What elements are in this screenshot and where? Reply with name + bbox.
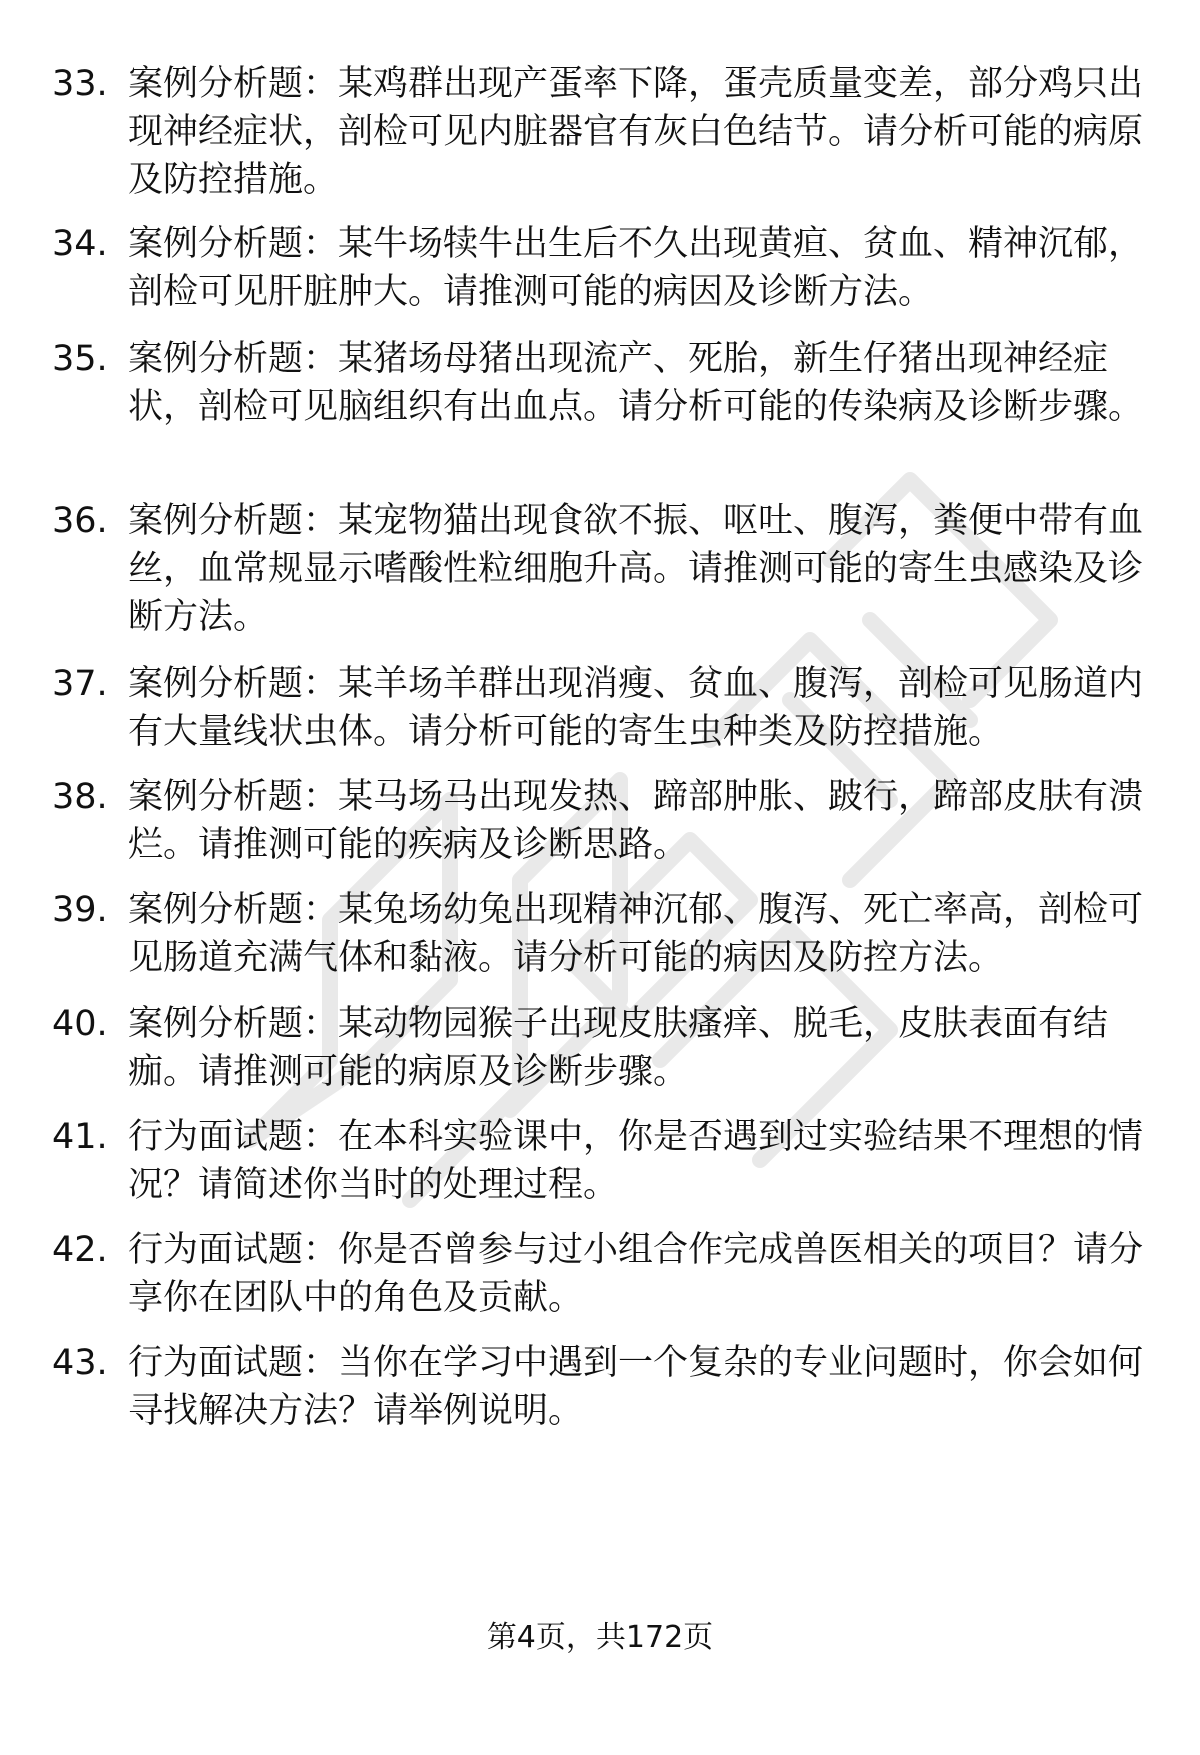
question-item	[52, 1226, 1162, 1322]
question-number: 34.	[52, 224, 108, 264]
question-text: 行为面试题：你是否曾参与过小组合作完成兽医相关的项目？请分享你在团队中的角色及贡献。	[128, 1230, 1144, 1318]
question-item	[52, 60, 1162, 204]
question-item	[52, 335, 1162, 431]
question-item	[52, 773, 1162, 869]
question-item	[52, 1339, 1162, 1435]
question-text: 案例分析题：某马场马出现发热、蹄部肿胀、跛行，蹄部皮肤有溃烂。请推测可能的疾病及诊断思路。	[128, 777, 1144, 865]
question-item	[52, 886, 1162, 982]
question-item	[52, 1000, 1162, 1096]
question-number: 36.	[52, 501, 108, 541]
question-text: 案例分析题：某猪场母猪出现流产、死胎，新生仔猪出现神经症状，剖检可见脑组织有出血点。请分析可能的传染病及诊断步骤。	[128, 339, 1144, 427]
question-text: 案例分析题：某鸡群出现产蛋率下降，蛋壳质量变差，部分鸡只出现神经症状，剖检可见内脏器官有灰白色结节。请分析可能的病原及防控措施。	[128, 64, 1144, 200]
question-text: 案例分析题：某兔场幼兔出现精神沉郁、腹泻、死亡率高，剖检可见肠道充满气体和黏液。请分析可能的病因及防控方法。	[128, 890, 1144, 978]
question-item	[52, 660, 1162, 756]
question-number: 35.	[52, 339, 108, 379]
question-item	[52, 220, 1162, 316]
page-number-label: 第4页，共172页	[486, 1620, 714, 1655]
question-item	[52, 1113, 1162, 1209]
question-number: 41.	[52, 1117, 108, 1157]
question-number: 37.	[52, 664, 108, 704]
question-number: 38.	[52, 777, 108, 817]
question-text: 案例分析题：某牛场犊牛出生后不久出现黄疸、贫血、精神沉郁，剖检可见肝脏肿大。请推测可能的病因及诊断方法。	[128, 224, 1144, 312]
question-number: 42.	[52, 1230, 108, 1270]
question-text: 案例分析题：某宠物猫出现食欲不振、呕吐、腹泻，粪便中带有血丝，血常规显示嗜酸性粒细胞升高。请推测可能的寄生虫感染及诊断方法。	[128, 501, 1144, 637]
question-text: 案例分析题：某羊场羊群出现消瘦、贫血、腹泻，剖检可见肠道内有大量线状虫体。请分析可能的寄生虫种类及防控措施。	[128, 664, 1144, 752]
question-text: 行为面试题：当你在学习中遇到一个复杂的专业问题时，你会如何寻找解决方法？请举例说明。	[128, 1343, 1144, 1431]
question-number: 40.	[52, 1004, 108, 1044]
question-number: 43.	[52, 1343, 108, 1383]
page-footer	[0, 1618, 1200, 1658]
question-text: 案例分析题：某动物园猴子出现皮肤瘙痒、脱毛，皮肤表面有结痂。请推测可能的病原及诊断步骤。	[128, 1004, 1109, 1092]
question-item	[52, 497, 1162, 641]
question-number: 33.	[52, 64, 108, 104]
question-text: 行为面试题：在本科实验课中，你是否遇到过实验结果不理想的情况？请简述你当时的处理过程。	[128, 1117, 1144, 1205]
question-number: 39.	[52, 890, 108, 930]
